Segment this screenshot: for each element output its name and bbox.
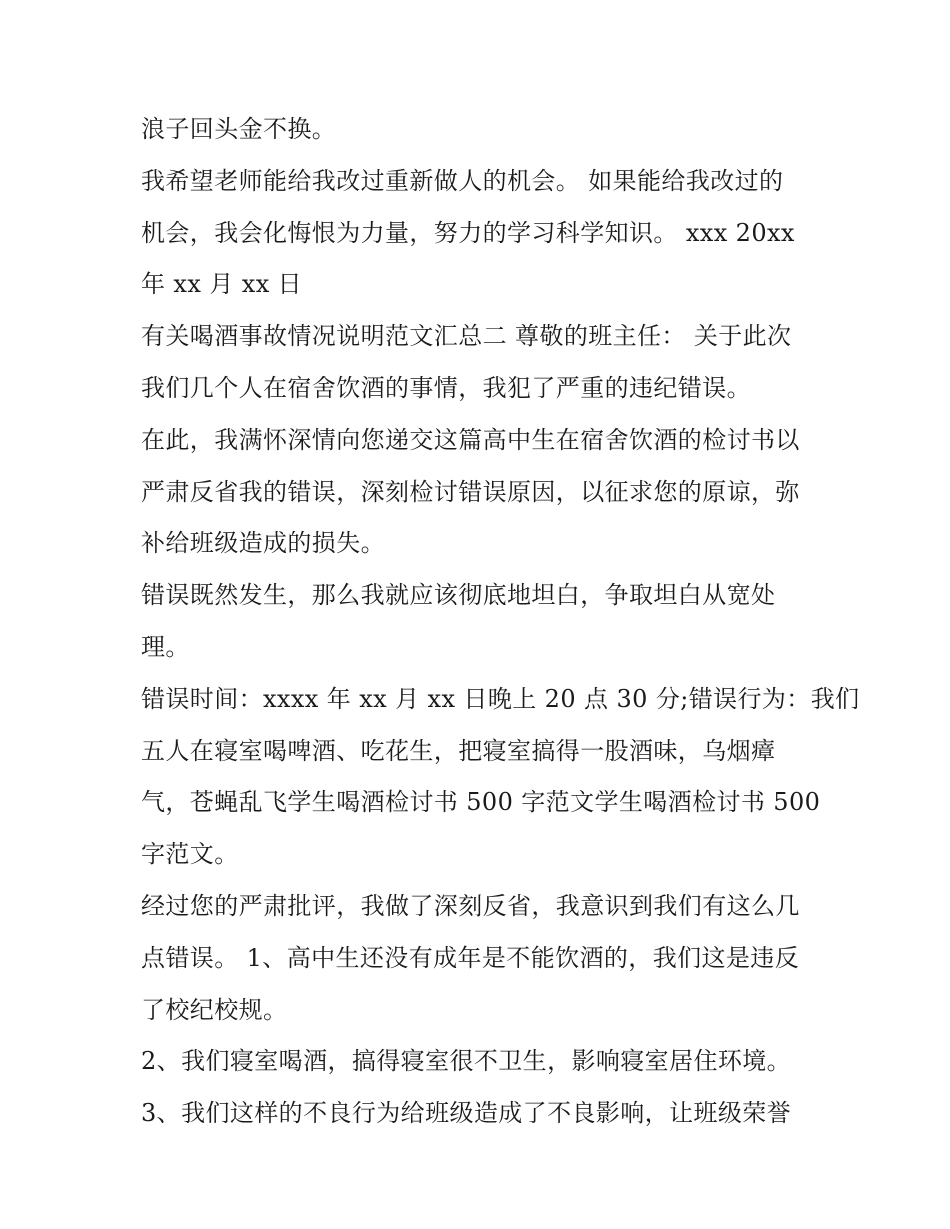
text-line: 机会，我会化悔恨为力量，努力的学习科学知识。 xxx 20xx (141, 218, 795, 247)
text-line: 理。 (141, 632, 190, 661)
text-line: 补给班级造成的损失。 (141, 529, 385, 558)
text-line: 浪子回头金不换。 (141, 115, 337, 143)
text-line: 年 xx 月 xx 日 (141, 270, 303, 299)
text-line: 点错误。 1、高中生还没有成年是不能饮酒的，我们这是违反 (141, 943, 800, 972)
text-line: 2、我们寝室喝酒，搞得寝室很不卫生，影响寝室居住环境。 (141, 1047, 792, 1076)
text-line: 我们几个人在宿舍饮酒的事情，我犯了严重的违纪错误。 (141, 373, 751, 402)
text-line: 五人在寝室喝啤酒、吃花生，把寝室搞得一股酒味，乌烟瘴 (141, 736, 776, 765)
text-line: 字范文。 (141, 840, 239, 869)
text-line: 有关喝酒事故情况说明范文汇总二 尊敬的班主任： 关于此次 (141, 322, 792, 351)
text-line: 3、我们这样的不良行为给班级造成了不良影响，让班级荣誉 (141, 1099, 792, 1128)
text-line: 气，苍蝇乱飞学生喝酒检讨书 500 字范文学生喝酒检讨书 500 (141, 788, 821, 817)
document-body (141, 108, 860, 1144)
text-line: 我希望老师能给我改过重新做人的机会。 如果能给我改过的 (141, 166, 784, 195)
text-line: 错误既然发生，那么我就应该彻底地坦白，争取坦白从宽处 (141, 581, 776, 610)
text-line: 严肃反省我的错误，深刻检讨错误原因，以征求您的原谅，弥 (141, 477, 800, 506)
text-line: 在此，我满怀深情向您递交这篇高中生在宿舍饮酒的检讨书以 (141, 425, 800, 454)
text-line: 了校纪校规。 (141, 995, 288, 1024)
text-line: 错误时间：xxxx 年 xx 月 xx 日晚上 20 点 30 分;错误行为：我们 (141, 684, 860, 713)
text-line: 经过您的严肃批评，我做了深刻反省，我意识到我们有这么几 (141, 891, 800, 920)
